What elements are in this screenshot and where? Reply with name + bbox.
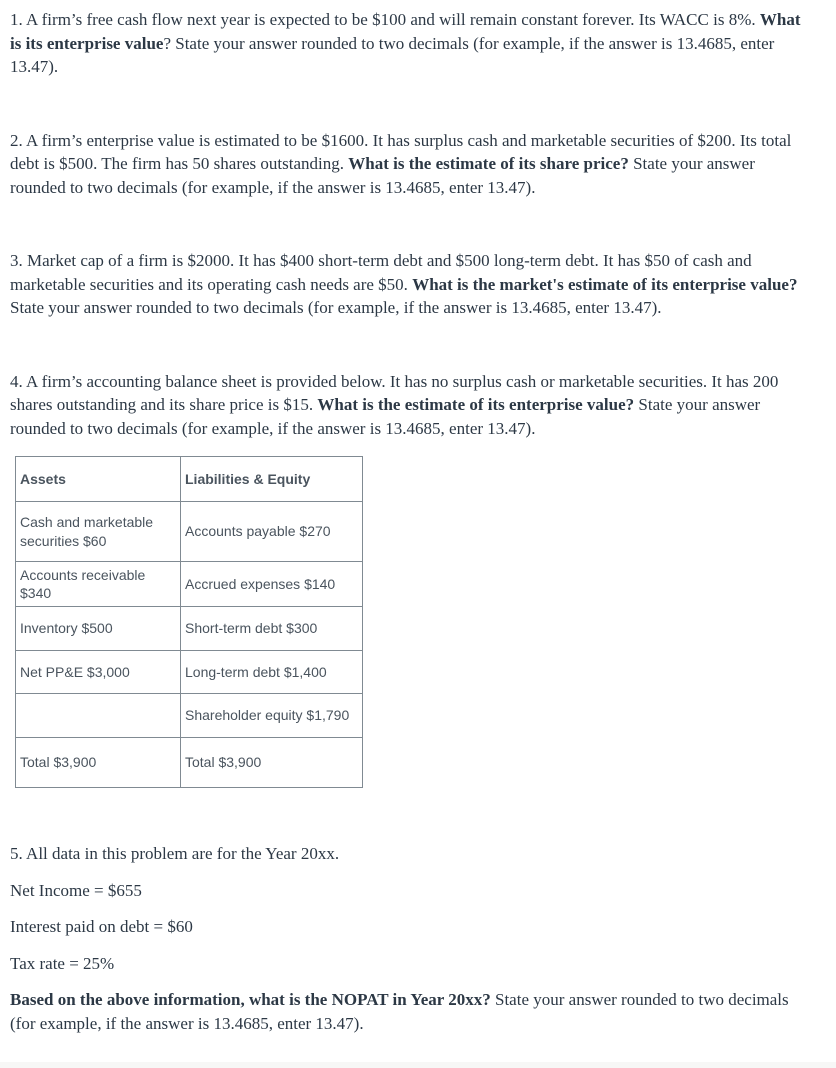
question-text: State your answer rounded to two decimals (for example, if the answer is 13.4685, enter 13.47).: [10, 298, 662, 317]
question-5-intro: 5. All data in this problem are for the Year 20xx.: [10, 844, 340, 863]
table-cell: Accounts receivable $340: [16, 562, 181, 607]
question-3: [10, 249, 808, 320]
table-cell: Cash and marketable securities $60: [16, 502, 181, 562]
quiz-content: [10, 8, 808, 1035]
table-row: [16, 738, 363, 788]
question-text: 2. A firm’s enterprise value is estimated to be $1600. It has surplus cash and marketable securities of $200. Its total debt is $500. The firm has 50 shares outstanding.: [10, 130, 792, 173]
table-cell: Accounts payable $270: [181, 502, 363, 562]
question-bold-text: What is the estimate of its enterprise value?: [317, 395, 635, 414]
question-bold-text: What is the market's estimate of its enterprise value?: [412, 274, 798, 294]
table-cell: Total $3,900: [181, 738, 363, 788]
interest-paid-line: Interest paid on debt = $60: [10, 917, 193, 936]
question-text: 4. A firm’s accounting balance sheet is provided below. It has no surplus cash or marketable securities. It has 200 shares outstanding and its share price is $15.: [10, 371, 779, 414]
table-cell: Net PP&E $3,000: [16, 651, 181, 694]
question-bold-text: Based on the above information, what is the NOPAT in Year 20xx?: [10, 990, 491, 1009]
table-cell: Long-term debt $1,400: [181, 651, 363, 694]
question-text: State your answer rounded to two decimals (for example, if the answer is 13.4685, enter 13.47).: [10, 990, 789, 1033]
balance-sheet-table: [15, 456, 363, 788]
table-cell: Short-term debt $300: [181, 607, 363, 651]
table-cell: Total $3,900: [16, 738, 181, 788]
table-row: [16, 562, 363, 607]
table-row: [16, 694, 363, 738]
table-header-liabilities-equity: Liabilities & Equity: [181, 457, 363, 502]
table-header-assets: Assets: [16, 457, 181, 502]
table-cell: Inventory $500: [16, 607, 181, 651]
balance-sheet-body: [16, 502, 363, 788]
table-row: [16, 502, 363, 562]
question-text: State your answer rounded to two decimals (for example, if the answer is 13.4685, enter 13.47).: [10, 395, 761, 438]
question-text: State your answer rounded to two decimals (for example, if the answer is 13.4685, enter 13.47).: [10, 154, 755, 197]
question-1: [10, 8, 808, 79]
table-cell: [16, 694, 181, 738]
net-income-line: Net Income = $655: [10, 880, 142, 900]
table-row: [16, 651, 363, 694]
question-4: [10, 370, 808, 441]
question-text: 3. Market cap of a firm is $2000. It has $400 short-term debt and $500 long-term debt. It has $50 of cash and marketable securities and its operating cash needs are $50.: [10, 251, 752, 294]
question-bold-text: What is its enterprise value: [10, 10, 801, 53]
question-text: 1. A firm’s free cash flow next year is expected to be $100 and will remain constant forever. Its WACC is 8%.: [10, 10, 760, 29]
table-cell: Shareholder equity $1,790: [181, 694, 363, 738]
table-row: [16, 607, 363, 651]
tax-rate-line: Tax rate = 25%: [10, 953, 115, 973]
table-cell: Accrued expenses $140: [181, 562, 363, 607]
question-5-prompt: [10, 988, 808, 1035]
question-text: ? State your answer rounded to two decimals (for example, if the answer is 13.4685, enter 13.47).: [10, 33, 775, 76]
table-header-row: [16, 457, 363, 502]
question-2: [10, 129, 808, 200]
question-bold-text: What is the estimate of its share price?: [348, 154, 629, 173]
page-bottom-edge: [0, 1062, 836, 1068]
